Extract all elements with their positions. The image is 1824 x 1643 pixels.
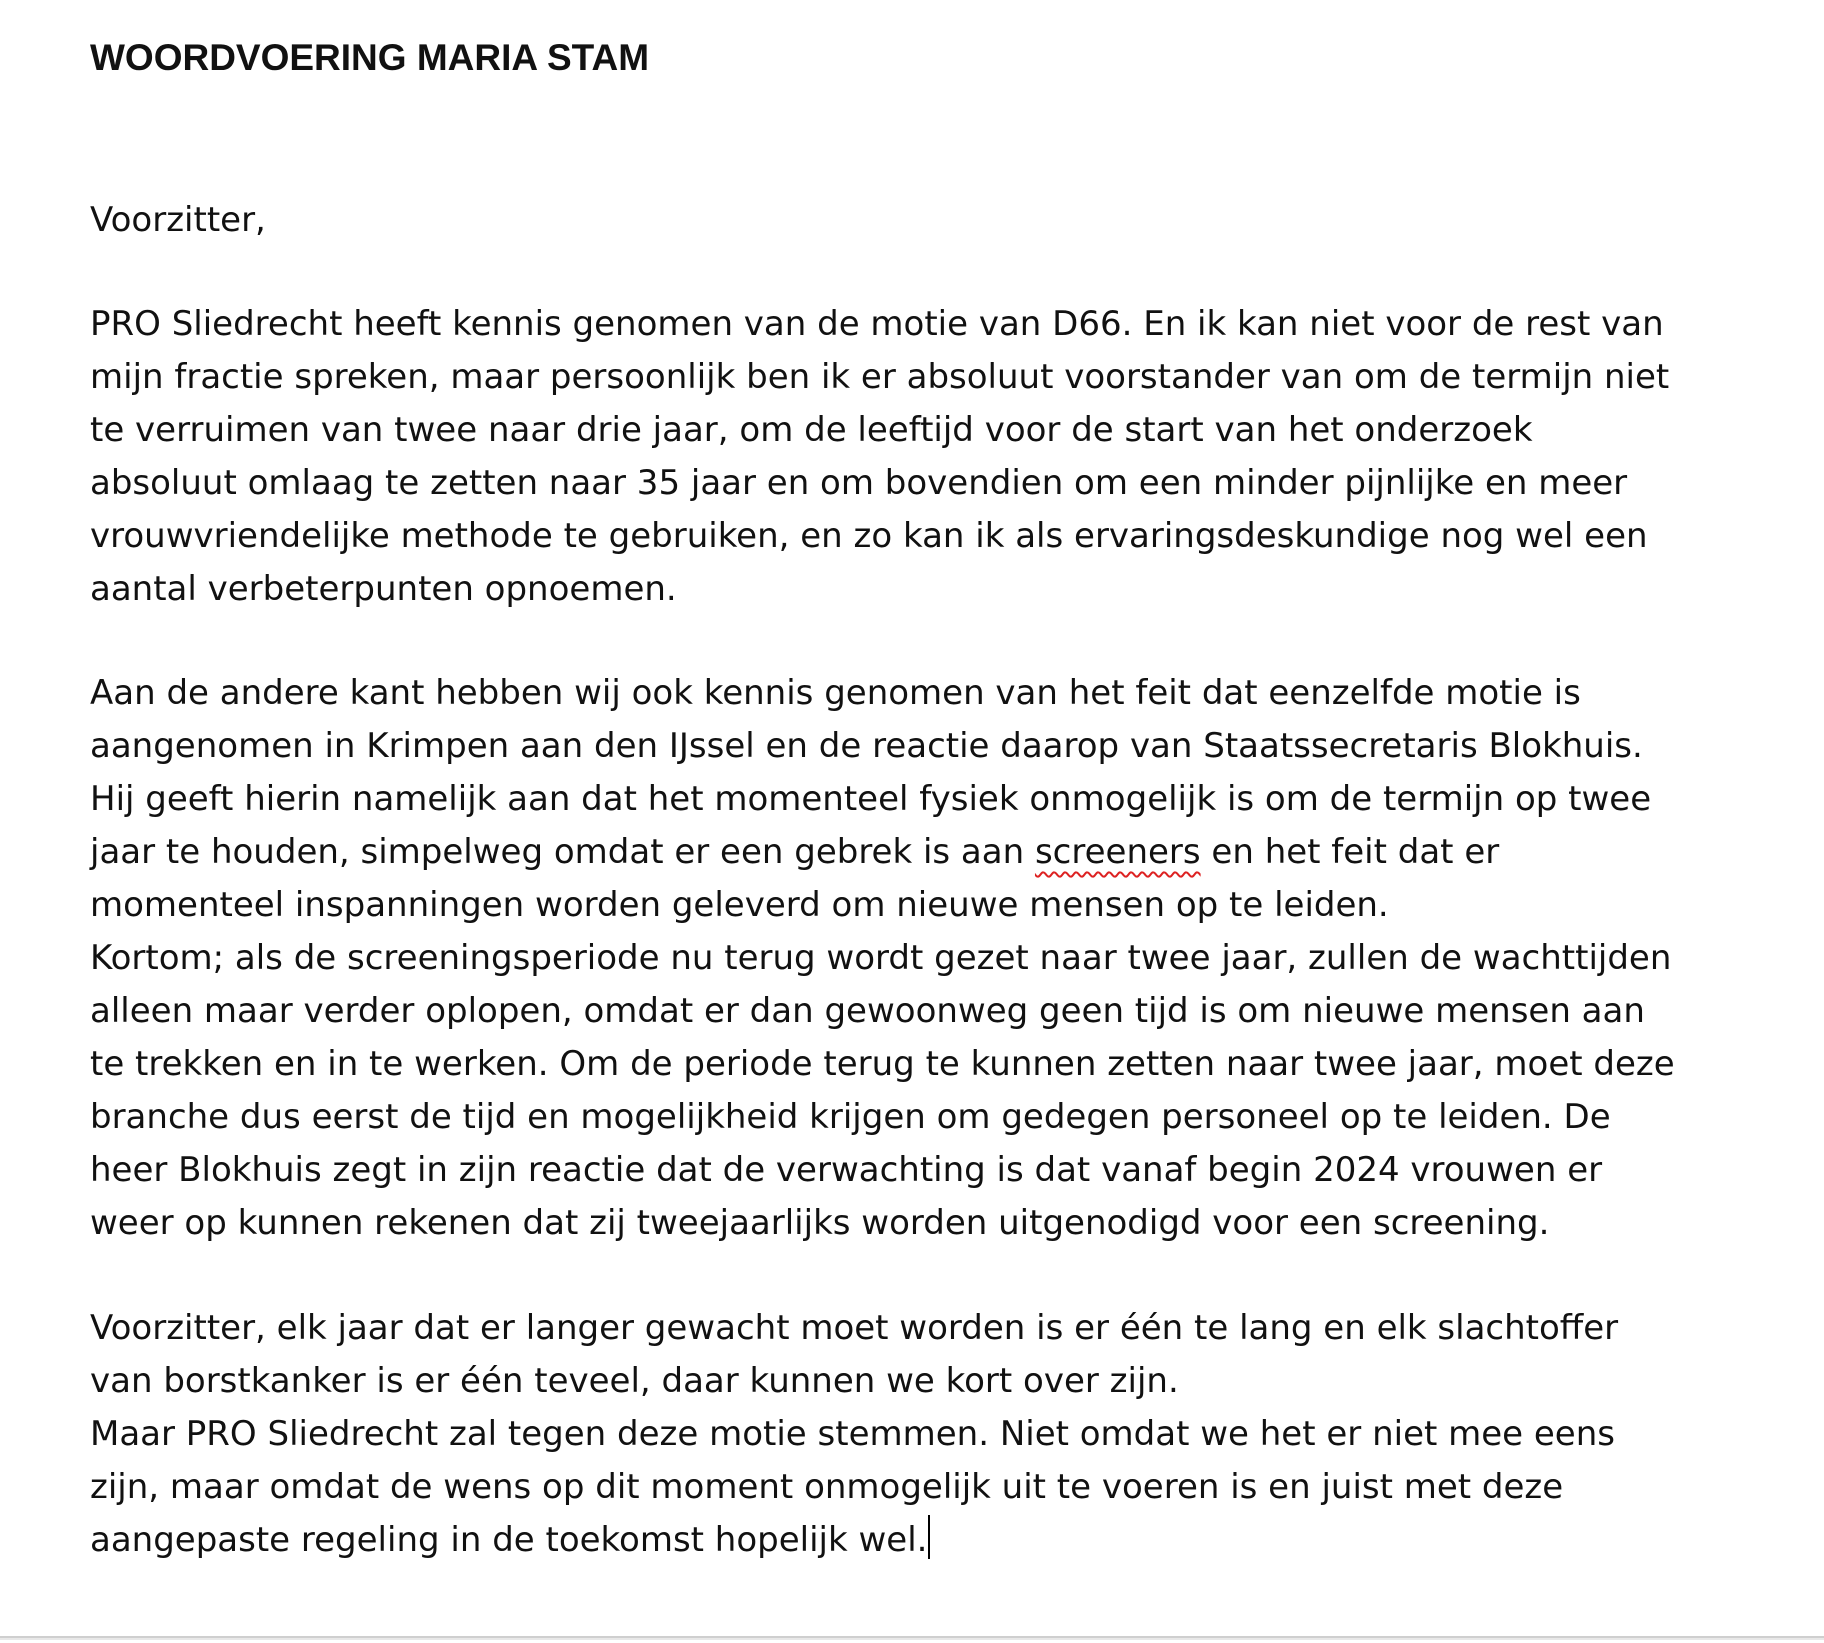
- paragraph-2: [90, 667, 1810, 1250]
- salutation: Voorzitter,: [90, 200, 266, 240]
- paragraph-2-line: weer op kunnen rekenen dat zij tweejaarlijks worden uitgenodigd voor een screening.: [90, 1203, 1550, 1243]
- line-text: jaar te houden, simpelweg omdat er een gebrek is aan: [90, 832, 1035, 872]
- paragraph-2-line: aangenomen in Krimpen aan den IJssel en de reactie daarop van Staatssecretaris Blokhuis.: [90, 726, 1643, 766]
- line-text: en het feit dat er: [1200, 832, 1500, 872]
- paragraph-2-line: heer Blokhuis zegt in zijn reactie dat de verwachting is dat vanaf begin 2024 vrouwen er: [90, 1150, 1603, 1190]
- paragraph-1: [90, 298, 1810, 616]
- paragraph-1-line: aantal verbeterpunten opnoemen.: [90, 569, 677, 609]
- paragraph-3: [90, 1302, 1810, 1567]
- text-cursor: [928, 1515, 930, 1559]
- paragraph-2-line: Hij geeft hierin namelijk aan dat het momenteel fysiek onmogelijk is om de termijn op twee: [90, 779, 1652, 819]
- paragraph-3-line: Voorzitter, elk jaar dat er langer gewacht moet worden is er één te lang en elk slachtoffer: [90, 1308, 1619, 1348]
- paragraph-3-last-line: [90, 1514, 1810, 1567]
- document-body[interactable]: [90, 30, 1790, 1560]
- paragraph-2-line: Kortom; als de screeningsperiode nu terug wordt gezet naar twee jaar, zullen de wachttijden: [90, 938, 1672, 978]
- paragraph-1-line: vrouwvriendelijke methode te gebruiken, en zo kan ik als ervaringsdeskundige nog wel een: [90, 516, 1648, 556]
- paragraph-3-line: zijn, maar omdat de wens op dit moment onmogelijk uit te voeren is en juist met deze: [90, 1467, 1564, 1507]
- paragraph-2-line: branche dus eerst de tijd en mogelijkheid krijgen om gedegen personeel op te leiden. De: [90, 1097, 1611, 1137]
- paragraph-1-line: mijn fractie spreken, maar persoonlijk ben ik er absoluut voorstander van om de termijn niet: [90, 357, 1670, 397]
- paragraph-3-line: van borstkanker is er één teveel, daar kunnen we kort over zijn.: [90, 1361, 1179, 1401]
- paragraph-2-line: Aan de andere kant hebben wij ook kennis genomen van het feit dat eenzelfde motie is: [90, 673, 1581, 713]
- paragraph-2-line: te trekken en in te werken. Om de periode terug te kunnen zetten naar twee jaar, moet deze: [90, 1044, 1675, 1084]
- line-text: aangepaste regeling in de toekomst hopelijk wel.: [90, 1520, 928, 1560]
- paragraph-3-line: Maar PRO Sliedrecht zal tegen deze motie stemmen. Niet omdat we het er niet mee eens: [90, 1414, 1615, 1454]
- paragraph-2-line-with-spellcheck: [90, 826, 1810, 879]
- paragraph-2-line: alleen maar verder oplopen, omdat er dan gewoonweg geen tijd is om nieuwe mensen aan: [90, 991, 1645, 1031]
- paragraph-2-line: momenteel inspanningen worden geleverd om nieuwe mensen op te leiden.: [90, 885, 1389, 925]
- spellcheck-flagged-word[interactable]: screeners: [1034, 832, 1201, 872]
- document-title: WOORDVOERING MARIA STAM: [90, 37, 650, 78]
- paragraph-1-line: absoluut omlaag te zetten naar 35 jaar en om bovendien om een minder pijnlijke en meer: [90, 463, 1628, 503]
- paragraph-1-line: te verruimen van twee naar drie jaar, om de leeftijd voor de start van het onderzoek: [90, 410, 1533, 450]
- paragraph-1-line: PRO Sliedrecht heeft kennis genomen van de motie van D66. En ik kan niet voor de rest van: [90, 304, 1664, 344]
